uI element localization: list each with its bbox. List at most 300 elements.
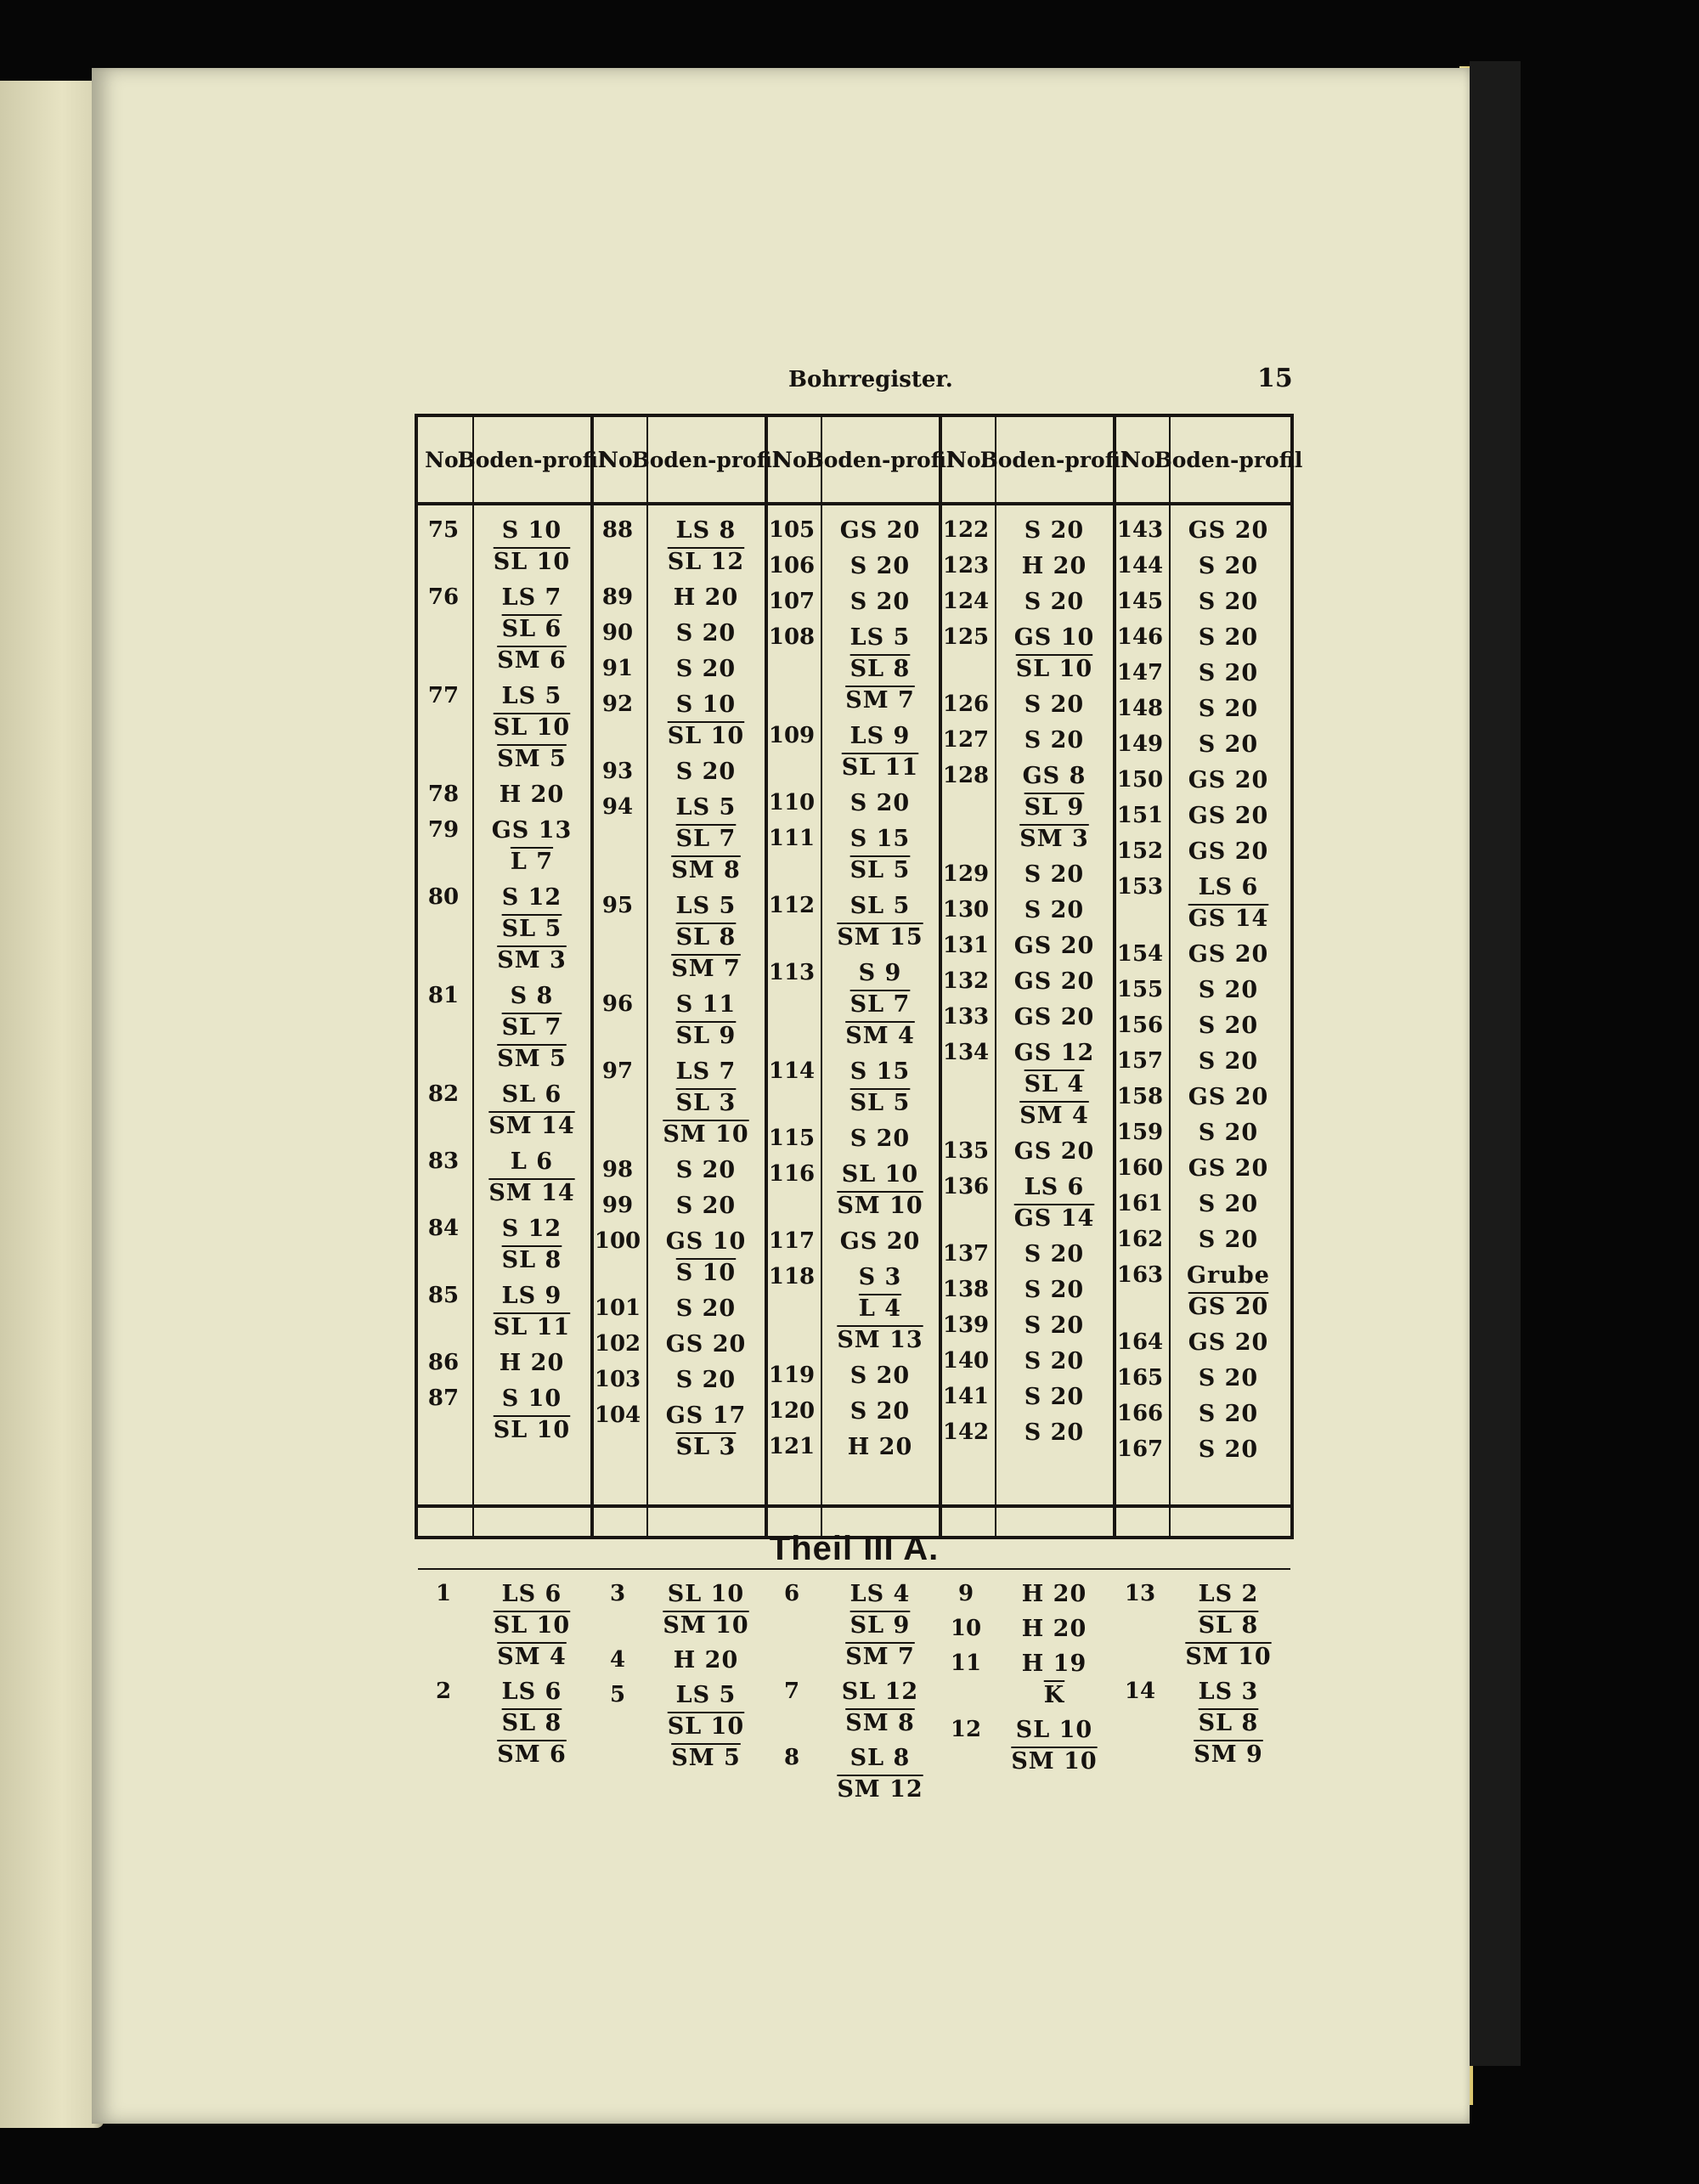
soil-profile-layer: SM 12 — [837, 1776, 923, 1803]
bore-number: 167 — [1116, 1436, 1164, 1462]
soil-profile-layer: SM 8 — [845, 1710, 915, 1736]
soil-profile-layer: H 20 — [673, 584, 739, 611]
bore-number: 101 — [594, 1295, 641, 1321]
soil-profile-layer: L 4 — [858, 1295, 902, 1322]
header-rule — [418, 502, 1290, 505]
soil-profile-layer: SM 4 — [1019, 1103, 1089, 1129]
bore-number: 6 — [783, 1581, 800, 1606]
bore-number: 118 — [768, 1264, 816, 1290]
bore-number: 121 — [768, 1434, 816, 1459]
bore-number: 132 — [942, 968, 990, 994]
soil-profile-layer: S 20 — [850, 1126, 911, 1152]
bore-number: 14 — [1124, 1679, 1156, 1704]
bore-number: 154 — [1116, 941, 1164, 967]
bore-number: 82 — [427, 1081, 460, 1107]
bore-number: 156 — [1116, 1013, 1164, 1038]
soil-profile-layer: LS 7 — [675, 1058, 737, 1085]
soil-profile-layer: SL 10 — [493, 1612, 571, 1639]
bore-number: 130 — [942, 897, 990, 923]
bore-number: 138 — [942, 1277, 990, 1302]
bore-number: 8 — [783, 1745, 800, 1770]
soil-profile-layer: SL 8 — [850, 1745, 911, 1771]
bore-number: 148 — [1116, 696, 1164, 721]
soil-profile-layer: S 20 — [1198, 1048, 1259, 1075]
soil-profile-layer: S 20 — [1198, 624, 1259, 651]
soil-profile-layer: GS 20 — [1188, 838, 1269, 865]
soil-profile-layer: SL 12 — [841, 1679, 919, 1705]
soil-profile-layer: S 20 — [1024, 897, 1085, 923]
column-header-profile: Boden- profil — [1154, 447, 1303, 472]
soil-profile-layer: GS 14 — [1188, 906, 1269, 932]
soil-profile-layer: SM 5 — [671, 1745, 741, 1771]
soil-profile-layer: LS 5 — [850, 624, 911, 651]
bore-number: 134 — [942, 1040, 990, 1065]
soil-profile-layer: SM 10 — [1185, 1644, 1272, 1670]
soil-profile-layer: GS 20 — [1013, 1004, 1095, 1030]
soil-profile-layer: SM 7 — [845, 1644, 915, 1670]
bore-number: 104 — [594, 1402, 641, 1428]
soil-profile-layer: S 8 — [510, 983, 554, 1009]
bore-number: 97 — [601, 1058, 634, 1084]
bore-number: 2 — [435, 1679, 452, 1704]
soil-profile-layer: SL 8 — [675, 924, 737, 951]
soil-profile-layer: GS 10 — [665, 1228, 747, 1255]
bore-number: 107 — [768, 589, 816, 614]
soil-profile-layer: SM 10 — [1011, 1748, 1098, 1775]
soil-profile-layer: SM 10 — [663, 1612, 749, 1639]
soil-profile-layer: S 20 — [1198, 589, 1259, 615]
bore-number: 152 — [1116, 838, 1164, 864]
soil-profile-layer: SM 4 — [497, 1644, 567, 1670]
soil-profile-layer: L 7 — [510, 849, 554, 875]
soil-profile-layer: H 20 — [1021, 1581, 1087, 1607]
bore-number: 142 — [942, 1419, 990, 1445]
soil-profile-layer: SL 10 — [841, 1161, 919, 1188]
bore-number: 115 — [768, 1126, 816, 1151]
soil-profile-layer: S 20 — [1198, 731, 1259, 758]
bore-number: 150 — [1116, 767, 1164, 793]
soil-profile-layer: SL 6 — [501, 1081, 562, 1108]
soil-profile-layer: S 11 — [675, 991, 737, 1018]
soil-profile-layer: SM 7 — [845, 687, 915, 714]
left-page-edge — [0, 81, 104, 2128]
bore-number: 4 — [609, 1647, 626, 1673]
page-number: 15 — [1257, 364, 1293, 393]
soil-profile-layer: LS 9 — [501, 1283, 562, 1309]
soil-profile-layer: SL 9 — [1024, 794, 1085, 821]
soil-profile-layer: S 20 — [1198, 1191, 1259, 1217]
soil-profile-layer: S 20 — [675, 1157, 737, 1183]
soil-profile-layer: H 20 — [673, 1647, 739, 1673]
bore-number: 103 — [594, 1367, 641, 1392]
bore-number: 147 — [1116, 660, 1164, 686]
soil-profile-layer: SL 3 — [675, 1434, 737, 1460]
soil-profile-layer: SL 7 — [675, 826, 737, 852]
soil-profile-layer: S 15 — [850, 1058, 911, 1085]
column-header-no: No. — [947, 447, 988, 472]
bore-number: 81 — [427, 983, 460, 1008]
soil-profile-layer: H 19 — [1021, 1651, 1087, 1677]
soil-profile-layer: S 10 — [501, 1385, 562, 1412]
soil-profile-layer: GS 20 — [1188, 1294, 1269, 1320]
soil-profile-layer: H 20 — [847, 1434, 913, 1460]
bore-number: 135 — [942, 1138, 990, 1164]
soil-profile-layer: S 20 — [1024, 691, 1085, 718]
bore-number: 98 — [601, 1157, 634, 1182]
bore-number: 165 — [1116, 1365, 1164, 1391]
column-divider — [472, 417, 474, 1537]
soil-profile-layer: LS 6 — [1024, 1174, 1085, 1200]
column-divider — [1169, 417, 1171, 1537]
section-rule-bottom — [418, 1568, 1290, 1570]
bore-number: 84 — [427, 1216, 460, 1241]
bore-number: 139 — [942, 1312, 990, 1338]
soil-profile-layer: S 20 — [675, 1295, 737, 1322]
soil-profile-layer: SL 8 — [1198, 1612, 1259, 1639]
soil-profile-layer: SL 10 — [1015, 1717, 1093, 1743]
soil-profile-layer: S 20 — [675, 1193, 737, 1219]
soil-profile-layer: GS 20 — [1013, 1138, 1095, 1165]
bore-number: 102 — [594, 1331, 641, 1357]
soil-profile-layer: S 20 — [675, 759, 737, 785]
bore-number: 113 — [768, 960, 816, 985]
soil-profile-layer: GS 20 — [1188, 1155, 1269, 1182]
soil-profile-layer: GS 20 — [839, 517, 921, 544]
soil-profile-layer: LS 6 — [501, 1679, 562, 1705]
soil-profile-layer: SM 13 — [837, 1327, 923, 1353]
bore-number: 86 — [427, 1350, 460, 1375]
running-title: Bohrregister. — [788, 367, 953, 392]
bore-number: 126 — [942, 691, 990, 717]
soil-profile-layer: GS 20 — [1188, 1329, 1269, 1356]
soil-profile-layer: S 20 — [1198, 553, 1259, 579]
soil-profile-layer: LS 6 — [1198, 874, 1259, 900]
bore-number: 96 — [601, 991, 634, 1017]
soil-profile-layer: GS 8 — [1022, 763, 1087, 789]
bore-number: 109 — [768, 723, 816, 748]
column-divider — [646, 417, 648, 1537]
soil-profile-layer: S 20 — [1024, 589, 1085, 615]
soil-profile-layer: S 20 — [1024, 1419, 1085, 1446]
bore-number: 144 — [1116, 553, 1164, 578]
bore-number: 79 — [427, 817, 460, 843]
bore-number: 146 — [1116, 624, 1164, 650]
soil-profile-layer: SL 11 — [841, 754, 919, 781]
bore-number: 93 — [601, 759, 634, 784]
soil-profile-layer: LS 5 — [675, 794, 737, 821]
bore-number: 164 — [1116, 1329, 1164, 1355]
bore-number: 9 — [957, 1581, 974, 1606]
soil-profile-layer: S 3 — [858, 1264, 902, 1290]
bore-number: 10 — [950, 1616, 982, 1641]
soil-profile-layer: GS 14 — [1013, 1205, 1095, 1232]
soil-profile-layer: S 12 — [501, 1216, 562, 1242]
column-divider — [995, 417, 996, 1537]
bore-number: 112 — [768, 893, 816, 918]
soil-profile-layer: GS 20 — [665, 1331, 747, 1357]
soil-profile-layer: SL 12 — [667, 549, 745, 575]
soil-profile-layer: SL 5 — [850, 1090, 911, 1116]
bore-number: 149 — [1116, 731, 1164, 757]
soil-profile-layer: SL 10 — [493, 714, 571, 741]
bore-number: 161 — [1116, 1191, 1164, 1216]
bore-number: 85 — [427, 1283, 460, 1308]
soil-profile-layer: SL 8 — [1198, 1710, 1259, 1736]
bore-number: 137 — [942, 1241, 990, 1267]
soil-profile-layer: SL 8 — [501, 1710, 562, 1736]
soil-profile-layer: Grube — [1187, 1262, 1270, 1289]
soil-profile-layer: SM 9 — [1194, 1741, 1263, 1768]
bore-number: 122 — [942, 517, 990, 543]
book-page — [92, 68, 1470, 2124]
soil-profile-layer: SL 5 — [501, 916, 562, 942]
soil-profile-layer: SL 7 — [850, 991, 911, 1018]
soil-profile-layer: SM 15 — [837, 924, 923, 951]
bore-number: 11 — [950, 1651, 982, 1676]
bore-number: 155 — [1116, 977, 1164, 1002]
soil-profile-layer: SM 6 — [497, 1741, 567, 1768]
soil-profile-layer: GS 12 — [1013, 1040, 1095, 1066]
bore-number: 128 — [942, 763, 990, 788]
soil-profile-layer: S 20 — [1198, 1436, 1259, 1463]
bore-number: 13 — [1124, 1581, 1156, 1606]
soil-profile-layer: SL 10 — [667, 1713, 745, 1740]
soil-profile-layer: S 20 — [1198, 1120, 1259, 1146]
bore-number: 111 — [768, 826, 816, 851]
bore-number: 124 — [942, 589, 990, 614]
soil-profile-layer: H 20 — [1021, 1616, 1087, 1642]
soil-profile-layer: LS 4 — [850, 1581, 911, 1607]
soil-profile-layer: LS 5 — [675, 1682, 737, 1708]
soil-profile-layer: GS 13 — [491, 817, 573, 844]
soil-profile-layer: SM 3 — [497, 947, 567, 973]
bore-register-table — [415, 414, 1303, 1803]
soil-profile-layer: GS 20 — [1188, 803, 1269, 829]
soil-profile-layer: SL 6 — [501, 616, 562, 642]
soil-profile-layer: SM 5 — [497, 1046, 567, 1072]
soil-profile-layer: SL 7 — [501, 1014, 562, 1041]
book-cover-edge — [1470, 61, 1521, 2066]
column-header-profile: Boden- profil — [805, 447, 955, 472]
soil-profile-layer: S 20 — [1024, 1348, 1085, 1374]
soil-profile-layer: H 20 — [1021, 553, 1087, 579]
bore-number: 7 — [783, 1679, 800, 1704]
column-header-no: No. — [425, 447, 466, 472]
bore-number: 12 — [950, 1717, 982, 1742]
soil-profile-layer: SM 5 — [497, 746, 567, 772]
soil-profile-layer: LS 6 — [501, 1581, 562, 1607]
soil-profile-layer: SL 4 — [1024, 1071, 1085, 1098]
bore-number: 3 — [609, 1581, 626, 1606]
bore-number: 157 — [1116, 1048, 1164, 1074]
soil-profile-layer: S 20 — [1024, 1277, 1085, 1303]
bore-number: 105 — [768, 517, 816, 543]
bore-number: 1 — [435, 1581, 452, 1606]
bore-number: 87 — [427, 1385, 460, 1411]
soil-profile-layer: S 20 — [1024, 517, 1085, 544]
soil-profile-layer: GS 20 — [839, 1228, 921, 1255]
bore-number: 95 — [601, 893, 634, 918]
soil-profile-layer: S 10 — [501, 517, 562, 544]
bore-number: 78 — [427, 782, 460, 807]
soil-profile-layer: GS 20 — [1188, 767, 1269, 793]
soil-profile-layer: LS 3 — [1198, 1679, 1259, 1705]
column-header-no: No. — [773, 447, 814, 472]
soil-profile-layer: S 20 — [850, 589, 911, 615]
bore-number: 100 — [594, 1228, 641, 1254]
soil-profile-layer: SM 7 — [671, 956, 741, 982]
soil-profile-layer: S 20 — [675, 656, 737, 682]
section-title: Theil III A. — [769, 1530, 940, 1567]
soil-profile-layer: H 20 — [499, 1350, 565, 1376]
bore-number: 110 — [768, 790, 816, 815]
soil-profile-layer: S 20 — [1198, 660, 1259, 686]
soil-profile-layer: S 20 — [850, 790, 911, 816]
bore-number: 153 — [1116, 874, 1164, 900]
bore-number: 127 — [942, 727, 990, 753]
soil-profile-layer: LS 7 — [501, 584, 562, 611]
soil-profile-layer: SL 5 — [850, 857, 911, 883]
bore-number: 99 — [601, 1193, 634, 1218]
soil-profile-layer: S 20 — [1198, 1401, 1259, 1427]
soil-profile-layer: SM 4 — [845, 1023, 915, 1049]
soil-profile-layer: SL 10 — [667, 1581, 745, 1607]
soil-profile-layer: L 6 — [510, 1148, 554, 1175]
soil-profile-layer: SL 3 — [675, 1090, 737, 1116]
soil-profile-layer: SM 14 — [488, 1180, 575, 1206]
soil-profile-layer: SL 10 — [493, 1417, 571, 1443]
bore-number: 77 — [427, 683, 460, 708]
soil-profile-layer: SL 10 — [1015, 656, 1093, 682]
soil-profile-layer: S 20 — [850, 1363, 911, 1389]
bore-number: 160 — [1116, 1155, 1164, 1181]
bore-number: 76 — [427, 584, 460, 610]
bore-number: 80 — [427, 884, 460, 910]
soil-profile-layer: SM 8 — [671, 857, 741, 883]
bore-number: 158 — [1116, 1084, 1164, 1109]
soil-profile-layer: SM 10 — [663, 1121, 749, 1148]
soil-profile-layer: GS 20 — [1013, 933, 1095, 959]
soil-profile-layer: GS 17 — [665, 1402, 747, 1429]
soil-profile-layer: H 20 — [499, 782, 565, 808]
bore-number: 166 — [1116, 1401, 1164, 1426]
soil-profile-layer: $\overline{K}$ — [1043, 1682, 1065, 1708]
bore-number: 125 — [942, 624, 990, 650]
soil-profile-layer: SM 6 — [497, 647, 567, 674]
soil-profile-layer: S 10 — [675, 1260, 737, 1286]
soil-profile-layer: LS 8 — [675, 517, 737, 544]
soil-profile-layer: S 20 — [1024, 1384, 1085, 1410]
bore-number: 116 — [768, 1161, 816, 1187]
bore-number: 83 — [427, 1148, 460, 1174]
soil-profile-layer: GS 20 — [1188, 1084, 1269, 1110]
soil-profile-layer: SM 10 — [837, 1193, 923, 1219]
soil-profile-layer: S 20 — [1198, 1365, 1259, 1391]
bore-number: 117 — [768, 1228, 816, 1254]
bore-number: 133 — [942, 1004, 990, 1030]
column-header-no: No. — [599, 447, 640, 472]
soil-profile-layer: SL 8 — [850, 656, 911, 682]
bore-number: 108 — [768, 624, 816, 650]
soil-profile-layer: S 10 — [675, 691, 737, 718]
soil-profile-layer: GS 10 — [1013, 624, 1095, 651]
bore-number: 114 — [768, 1058, 816, 1084]
soil-profile-layer: SL 10 — [493, 549, 571, 575]
bore-number: 151 — [1116, 803, 1164, 828]
soil-profile-layer: LS 5 — [501, 683, 562, 709]
bore-number: 141 — [942, 1384, 990, 1409]
bore-number: 143 — [1116, 517, 1164, 543]
soil-profile-layer: S 20 — [1024, 861, 1085, 888]
soil-profile-layer: SL 9 — [675, 1023, 737, 1049]
bore-number: 119 — [768, 1363, 816, 1388]
bore-number: 140 — [942, 1348, 990, 1374]
soil-profile-layer: SM 3 — [1019, 826, 1089, 852]
soil-profile-layer: S 20 — [1198, 696, 1259, 722]
soil-profile-layer: S 20 — [850, 1398, 911, 1425]
bore-number: 120 — [768, 1398, 816, 1424]
bore-number: 90 — [601, 620, 634, 646]
soil-profile-layer: S 20 — [1024, 1312, 1085, 1339]
soil-profile-layer: S 15 — [850, 826, 911, 852]
soil-profile-layer: SM 14 — [488, 1113, 575, 1139]
soil-profile-layer: SL 5 — [850, 893, 911, 919]
bore-number: 75 — [427, 517, 460, 543]
soil-profile-layer: GS 20 — [1013, 968, 1095, 995]
bore-number: 145 — [1116, 589, 1164, 614]
soil-profile-layer: SL 9 — [850, 1612, 911, 1639]
bore-number: 162 — [1116, 1227, 1164, 1252]
bore-number: 91 — [601, 656, 634, 681]
column-header-profile: Boden- profil — [979, 447, 1129, 472]
bore-number: 89 — [601, 584, 634, 610]
soil-profile-layer: S 20 — [675, 1367, 737, 1393]
bore-number: 106 — [768, 553, 816, 578]
section-rule-top — [418, 1504, 1290, 1508]
soil-profile-layer: S 20 — [1024, 727, 1085, 753]
soil-profile-layer: SL 8 — [501, 1247, 562, 1273]
bore-number: 94 — [601, 794, 634, 820]
soil-profile-layer: GS 20 — [1188, 941, 1269, 968]
bore-number: 129 — [942, 861, 990, 887]
soil-profile-layer: LS 9 — [850, 723, 911, 749]
column-divider — [821, 417, 822, 1537]
column-header-profile: Boden- profil — [631, 447, 781, 472]
soil-profile-layer: S 20 — [850, 553, 911, 579]
soil-profile-layer: S 20 — [675, 620, 737, 646]
soil-profile-layer: GS 20 — [1188, 517, 1269, 544]
bore-number: 163 — [1116, 1262, 1164, 1288]
bore-number: 88 — [601, 517, 634, 543]
bore-number: 123 — [942, 553, 990, 578]
soil-profile-layer: SL 11 — [493, 1314, 571, 1340]
bore-number: 5 — [609, 1682, 626, 1707]
bore-number: 136 — [942, 1174, 990, 1199]
bore-number: 159 — [1116, 1120, 1164, 1145]
soil-profile-layer: S 20 — [1198, 1013, 1259, 1039]
bore-number: 92 — [601, 691, 634, 717]
soil-profile-layer: S 12 — [501, 884, 562, 911]
soil-profile-layer: S 20 — [1198, 1227, 1259, 1253]
soil-profile-layer: SL 10 — [667, 723, 745, 749]
bore-number: 131 — [942, 933, 990, 958]
column-header-profile: Boden- profil — [457, 447, 607, 472]
soil-profile-layer: S 20 — [1024, 1241, 1085, 1267]
soil-profile-layer: S 20 — [1198, 977, 1259, 1003]
soil-profile-layer: S 9 — [858, 960, 902, 986]
soil-profile-layer: LS 2 — [1198, 1581, 1259, 1607]
soil-profile-layer: LS 5 — [675, 893, 737, 919]
